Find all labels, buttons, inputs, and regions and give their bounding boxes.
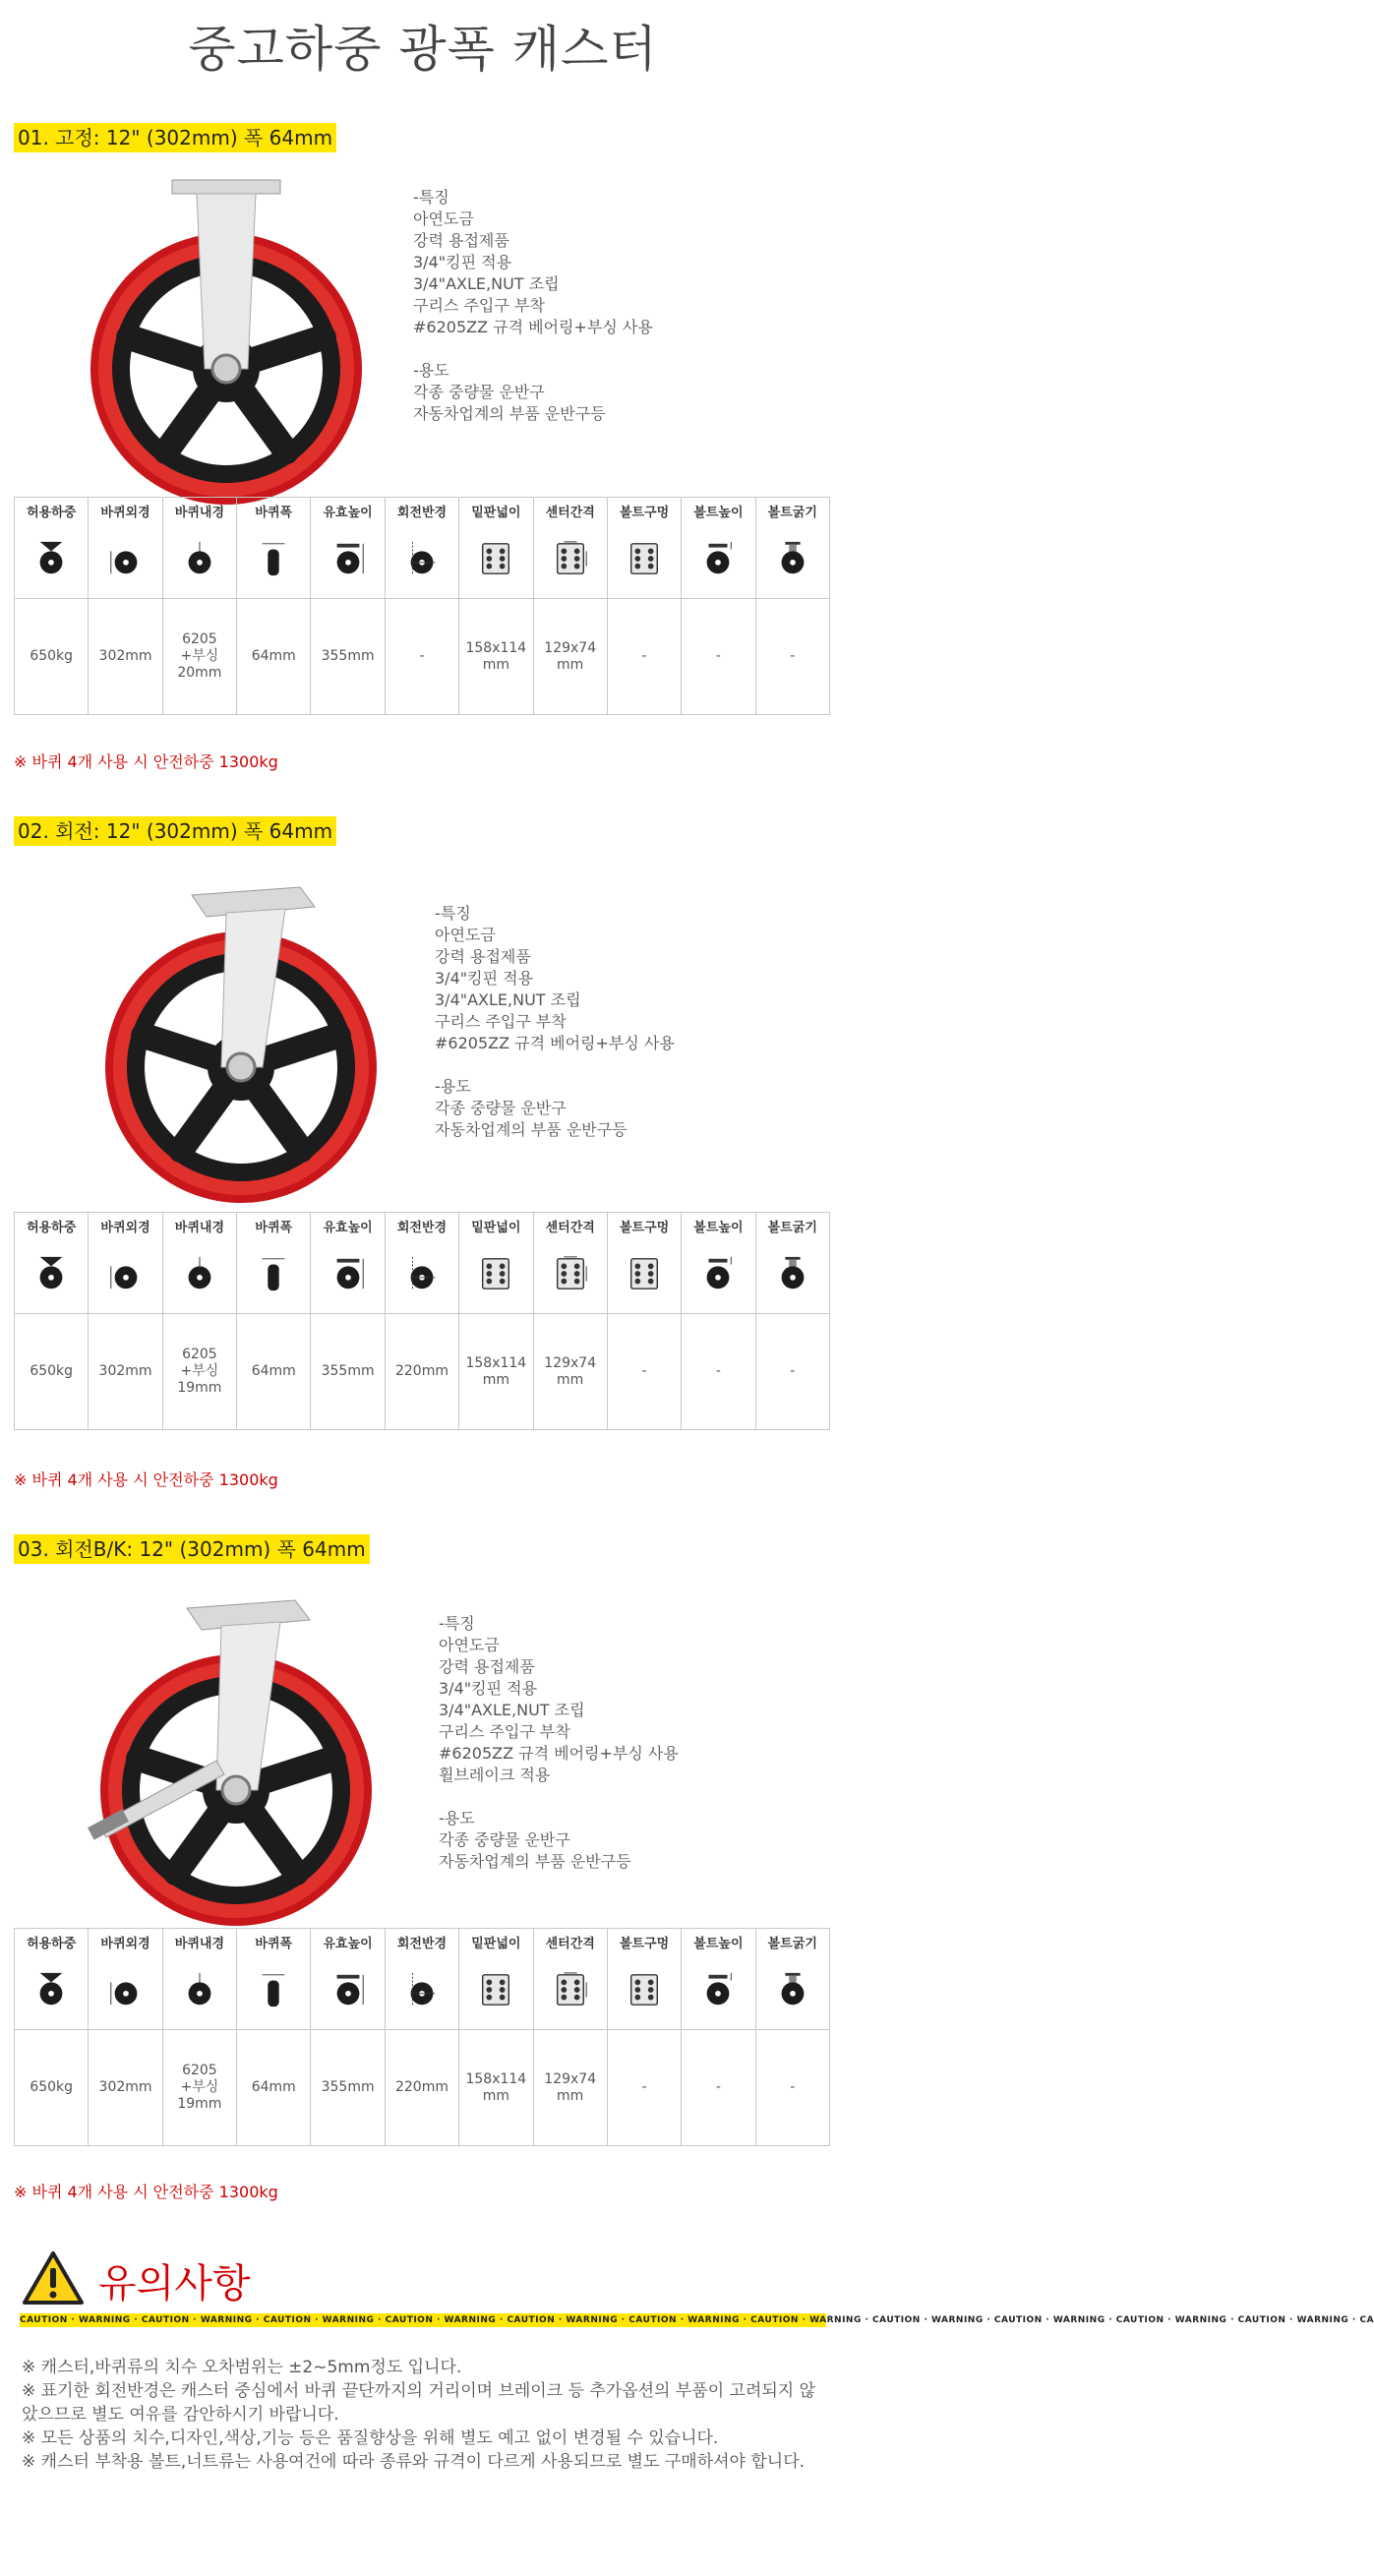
spec-diagram-icon [329,1255,367,1292]
spec-diagram-cell [682,523,755,599]
caster-wheel-image [39,1579,393,1913]
spec-diagram-icon [32,540,70,577]
spec-diagram-cell [755,523,829,599]
caster-wheel-image [49,172,403,507]
spec-value-cell: 355mm [311,1314,385,1430]
caster-photo [39,1579,393,1913]
feature-line: -특징 [413,188,449,207]
spec-diagram-icon [552,540,589,577]
feature-line: 구리스 주입구 부착 [439,1722,570,1741]
spec-diagram-cell [15,523,89,599]
spec-diagram-cell [755,1238,829,1314]
spec-diagram-icon [626,540,663,577]
feature-line: 자동차업계의 부품 운반구등 [439,1852,631,1871]
spec-header-cell: 회전반경 [385,498,458,524]
spec-diagram-icon [774,1971,811,2008]
spec-header-cell: 바퀴외경 [89,1213,162,1239]
spec-header-cell: 유효높이 [311,1929,385,1955]
spec-header-cell: 회전반경 [385,1213,458,1239]
spec-diagram-icon [329,540,367,577]
spec-value-cell: - [607,2030,681,2146]
spec-value-cell: 302mm [89,1314,162,1430]
feature-line [413,338,653,360]
spec-value-cell: 6205 +부싱 19mm [162,1314,236,1430]
spec-header-cell: 바퀴내경 [162,498,236,524]
caution-line: ※ 캐스터,바퀴류의 치수 오차범위는 ±2~5mm정도 입니다. [22,2358,462,2377]
spec-header-cell: 볼트굵기 [755,1929,829,1955]
spec-diagram-icon [699,1971,737,2008]
feature-line: 각종 중량물 운반구 [413,383,545,401]
feature-line: -특징 [439,1614,475,1633]
spec-diagram-icon [255,540,292,577]
feature-list [413,187,653,425]
spec-header-cell: 센터간격 [533,498,607,524]
spec-table [14,1212,830,1430]
spec-header-cell: 밑판넓이 [459,1213,533,1239]
spec-header-cell: 바퀴외경 [89,498,162,524]
spec-value-cell: 64mm [237,2030,311,2146]
feature-line: 구리스 주입구 부착 [413,296,545,315]
spec-value-cell: - [607,1314,681,1430]
spec-diagram-cell [237,1954,311,2030]
caution-line: ※ 모든 상품의 치수,디자인,색상,기능 등은 품질향상을 위해 별도 예고 없이 변경될 수 있습니다. [22,2428,719,2448]
spec-diagram-cell [755,1954,829,2030]
feature-line: 아연도금 [435,926,496,944]
spec-header-cell: 볼트구멍 [607,498,681,524]
feature-line: 강력 용접제품 [439,1657,535,1676]
spec-header-cell: 볼트구멍 [607,1929,681,1955]
spec-value-cell: 355mm [311,2030,385,2146]
spec-value-cell: 6205 +부싱 19mm [162,2030,236,2146]
spec-diagram-icon [181,1971,218,2008]
spec-diagram-cell [237,523,311,599]
spec-header-cell: 허용하중 [15,1213,89,1239]
section-heading: 03. 회전B/K: 12" (302mm) 폭 64mm [14,1534,370,1564]
spec-diagram-icon [552,1255,589,1292]
spec-header-cell: 센터간격 [533,1213,607,1239]
spec-value-cell: 355mm [311,599,385,715]
caster-wheel-image [69,866,423,1200]
spec-header-cell: 볼트구멍 [607,1213,681,1239]
spec-header-cell: 센터간격 [533,1929,607,1955]
spec-diagram-icon [107,540,145,577]
spec-diagram-cell [162,523,236,599]
spec-header-cell: 볼트높이 [682,498,755,524]
spec-header-cell: 바퀴폭 [237,1213,311,1239]
spec-diagram-icon [774,540,811,577]
safe-load-note: ※ 바퀴 4개 사용 시 안전하중 1300kg [14,752,278,771]
spec-diagram-cell [607,523,681,599]
feature-line [435,1054,675,1076]
spec-diagram-icon [477,540,514,577]
caster-photo [49,172,403,507]
spec-diagram-icon [477,1255,514,1292]
spec-diagram-cell [311,1954,385,2030]
spec-value-cell: 158x114 mm [459,599,533,715]
spec-diagram-cell [459,1238,533,1314]
spec-value-cell: 650kg [15,1314,89,1430]
spec-diagram-cell [15,1954,89,2030]
spec-header-cell: 바퀴외경 [89,1929,162,1955]
spec-value-cell: - [607,599,681,715]
spec-diagram-cell [162,1238,236,1314]
caution-line: ※ 캐스터 부착용 볼트,너트류는 사용여건에 따라 종류와 규격이 다르게 사용되므로 별도 구매하셔야 합니다. [22,2452,806,2472]
safe-load-note: ※ 바퀴 4개 사용 시 안전하중 1300kg [14,1470,278,1489]
spec-diagram-cell [385,523,458,599]
spec-diagram-cell [237,1238,311,1314]
spec-header-cell: 밑판넓이 [459,1929,533,1955]
caution-line: ※ 표기한 회전반경은 캐스터 중심에서 바퀴 끝단까지의 거리이며 브레이크 등 추가옵션의 부품이 고려되지 않았으므로 별도 여유를 감안하시기 바랍니다. [22,2381,816,2425]
feature-line: 자동차업계의 부품 운반구등 [413,404,606,423]
feature-line: -특징 [435,904,471,923]
spec-diagram-cell [459,1954,533,2030]
spec-table [14,1928,830,2146]
feature-line: #6205ZZ 규격 베어링+부싱 사용 [435,1034,675,1052]
caster-photo [69,866,423,1200]
caution-warning-band: CAUTION · WARNING · CAUTION · WARNING · CAUTION · WARNING · CAUTION · WARNING · CAUTION · WARNING · CAUTION · WARNING · CAUTION · WARNING · CAUTION · WARNING · CAUTION · WARNING · CAUTION · WARNING · CAUTION · WARNING · CA [20,2315,1374,2325]
spec-header-cell: 바퀴폭 [237,1929,311,1955]
spec-header-cell: 허용하중 [15,1929,89,1955]
spec-diagram-icon [699,1255,737,1292]
feature-line: -용도 [439,1809,475,1827]
caution-title: 유의사항 [98,2261,251,2306]
spec-header-cell: 볼트높이 [682,1213,755,1239]
warning-triangle-icon [22,2250,85,2306]
spec-value-cell: 302mm [89,2030,162,2146]
spec-value-cell: - [682,2030,755,2146]
spec-value-cell: 158x114 mm [459,2030,533,2146]
feature-line: 휠브레이크 적용 [439,1766,551,1784]
spec-diagram-cell [311,1238,385,1314]
spec-header-cell: 바퀴폭 [237,498,311,524]
spec-value-cell: 129x74 mm [533,1314,607,1430]
spec-table [14,497,830,715]
spec-diagram-cell [533,1238,607,1314]
spec-diagram-cell [682,1954,755,2030]
page-title: 중고하중 광폭 캐스터 [188,21,658,78]
spec-diagram-icon [107,1971,145,2008]
spec-value-cell: 302mm [89,599,162,715]
spec-diagram-cell [89,1954,162,2030]
spec-diagram-icon [626,1255,663,1292]
spec-value-cell: - [682,599,755,715]
feature-line: 각종 중량물 운반구 [439,1830,570,1849]
feature-line: -용도 [413,361,449,380]
spec-diagram-cell [89,523,162,599]
feature-line: 3/4"킹핀 적용 [413,253,512,271]
feature-list [439,1613,679,1873]
spec-diagram-cell [682,1238,755,1314]
feature-line: #6205ZZ 규격 베어링+부싱 사용 [439,1744,679,1763]
section-heading: 01. 고정: 12" (302mm) 폭 64mm [14,123,336,152]
spec-diagram-cell [533,523,607,599]
spec-header-cell: 밑판넓이 [459,498,533,524]
feature-line: -용도 [435,1077,471,1096]
spec-diagram-icon [403,540,441,577]
feature-line: 3/4"킹핀 적용 [435,969,534,988]
feature-line: 강력 용접제품 [435,947,531,966]
spec-diagram-cell [15,1238,89,1314]
spec-value-cell: 650kg [15,2030,89,2146]
spec-diagram-icon [181,1255,218,1292]
spec-value-cell: 220mm [385,1314,458,1430]
feature-line: 아연도금 [413,210,474,228]
spec-diagram-icon [403,1255,441,1292]
spec-value-cell: 64mm [237,599,311,715]
section-heading: 02. 회전: 12" (302mm) 폭 64mm [14,816,336,846]
safe-load-note: ※ 바퀴 4개 사용 시 안전하중 1300kg [14,2183,278,2201]
spec-diagram-icon [552,1971,589,2008]
spec-header-cell: 유효높이 [311,1213,385,1239]
spec-header-cell: 유효높이 [311,498,385,524]
feature-list [435,903,675,1141]
spec-header-cell: 회전반경 [385,1929,458,1955]
spec-diagram-cell [385,1954,458,2030]
spec-diagram-cell [533,1954,607,2030]
spec-diagram-cell [385,1238,458,1314]
feature-line: 3/4"킹핀 적용 [439,1679,538,1698]
spec-header-cell: 볼트굵기 [755,498,829,524]
spec-value-cell: 158x114 mm [459,1314,533,1430]
spec-diagram-icon [255,1971,292,2008]
spec-header-cell: 허용하중 [15,498,89,524]
spec-diagram-icon [403,1971,441,2008]
spec-diagram-cell [162,1954,236,2030]
spec-value-cell: - [682,1314,755,1430]
spec-header-cell: 바퀴내경 [162,1213,236,1239]
spec-diagram-icon [329,1971,367,2008]
spec-diagram-icon [32,1255,70,1292]
spec-diagram-icon [699,540,737,577]
feature-line: 3/4"AXLE,NUT 조립 [435,990,581,1009]
spec-diagram-icon [181,540,218,577]
spec-diagram-cell [311,523,385,599]
feature-line: 각종 중량물 운반구 [435,1099,567,1117]
spec-diagram-icon [774,1255,811,1292]
feature-line: #6205ZZ 규격 베어링+부싱 사용 [413,318,653,336]
spec-value-cell: 650kg [15,599,89,715]
spec-value-cell: - [755,1314,829,1430]
spec-value-cell: 129x74 mm [533,2030,607,2146]
spec-diagram-cell [607,1954,681,2030]
spec-diagram-cell [459,523,533,599]
feature-line: 3/4"AXLE,NUT 조립 [413,274,560,293]
spec-value-cell: - [755,2030,829,2146]
feature-line: 강력 용접제품 [413,231,509,250]
spec-diagram-cell [607,1238,681,1314]
spec-value-cell: 129x74 mm [533,599,607,715]
spec-header-cell: 바퀴내경 [162,1929,236,1955]
spec-header-cell: 볼트굵기 [755,1213,829,1239]
spec-value-cell: 220mm [385,2030,458,2146]
spec-diagram-icon [626,1971,663,2008]
spec-diagram-icon [255,1255,292,1292]
spec-diagram-icon [32,1971,70,2008]
feature-line: 아연도금 [439,1636,500,1654]
feature-line [439,1786,679,1808]
feature-line: 구리스 주입구 부착 [435,1012,567,1031]
spec-header-cell: 볼트높이 [682,1929,755,1955]
spec-value-cell: - [385,599,458,715]
spec-value-cell: 6205 +부싱 20mm [162,599,236,715]
spec-diagram-cell [89,1238,162,1314]
spec-value-cell: - [755,599,829,715]
feature-line: 자동차업계의 부품 운반구등 [435,1120,627,1139]
spec-diagram-icon [477,1971,514,2008]
feature-line: 3/4"AXLE,NUT 조립 [439,1701,585,1719]
spec-value-cell: 64mm [237,1314,311,1430]
spec-diagram-icon [107,1255,145,1292]
